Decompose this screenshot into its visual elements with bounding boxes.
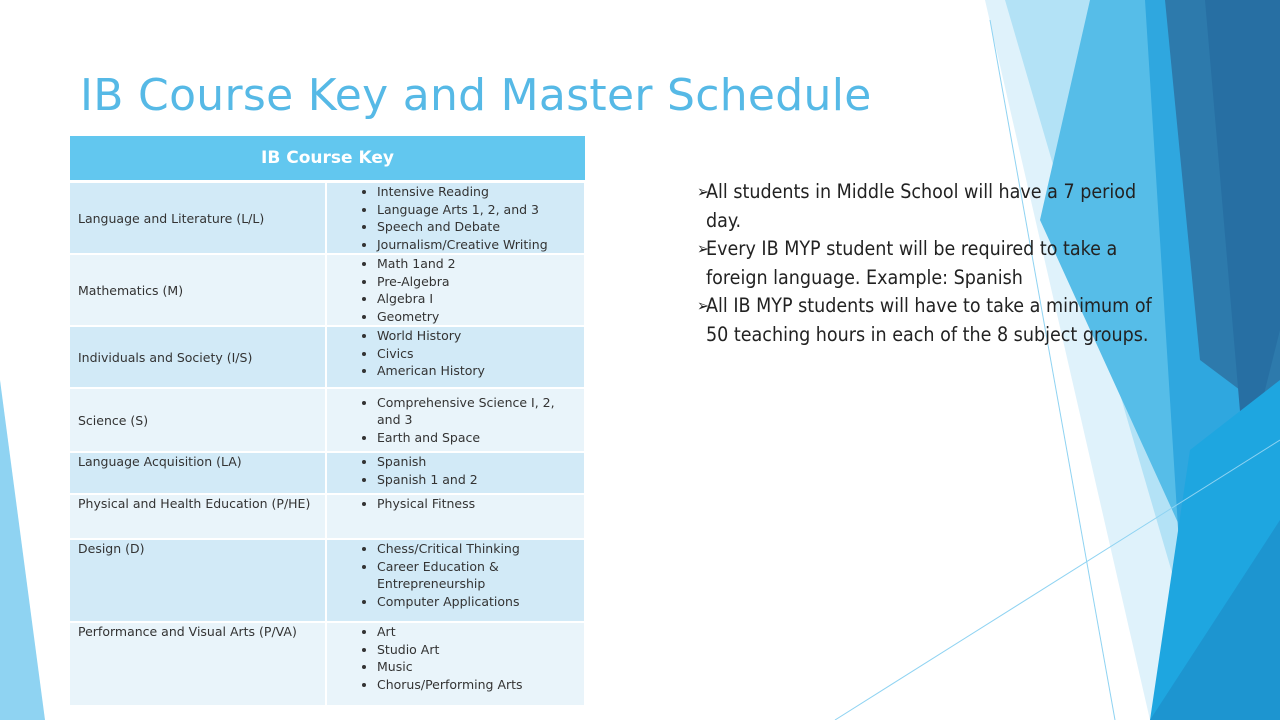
courses-cell xyxy=(326,539,585,622)
table-row xyxy=(70,452,585,494)
courses-cell xyxy=(326,254,585,326)
info-bullets xyxy=(697,178,1166,349)
courses-cell xyxy=(326,388,585,452)
courses-cell xyxy=(326,452,585,494)
table-row xyxy=(70,388,585,452)
subject-cell: Physical and Health Education (P/HE) xyxy=(70,494,326,539)
course-item: • Physical Fitness xyxy=(377,495,578,513)
subject-cell: Language Acquisition (LA) xyxy=(70,452,326,494)
course-item: • Civics xyxy=(377,345,578,363)
table-row xyxy=(70,326,585,388)
course-item: • Math 1and 2 xyxy=(377,255,578,273)
course-item: • Studio Art xyxy=(377,641,578,659)
course-item: • Career Education & Entrepreneurship xyxy=(377,558,578,593)
course-item: • Music xyxy=(377,658,578,676)
bullet-text: All students in Middle School will have a 7 period day. xyxy=(706,180,1137,232)
course-item: • Speech and Debate xyxy=(377,218,578,236)
course-item: • Earth and Space xyxy=(377,429,578,447)
table-row xyxy=(70,622,585,706)
course-item: • Computer Applications xyxy=(377,593,578,611)
subject-cell: Language and Literature (L/L) xyxy=(70,182,326,255)
courses-cell xyxy=(326,326,585,388)
course-item: • Algebra I xyxy=(377,290,578,308)
bullet-item xyxy=(697,178,1166,235)
course-item: • Comprehensive Science I, 2, and 3 xyxy=(377,394,578,429)
course-item: • Geometry xyxy=(377,308,578,326)
table-header-row xyxy=(70,136,585,182)
arrow-bullet-icon: ➢ xyxy=(697,296,710,315)
subject-cell: Science (S) xyxy=(70,388,326,452)
courses-cell xyxy=(326,182,585,255)
table-row xyxy=(70,494,585,539)
table-row xyxy=(70,539,585,622)
course-item: • Spanish xyxy=(377,453,578,471)
bullet-item xyxy=(697,292,1166,349)
bullet-text: All IB MYP students will have to take a minimum of 50 teaching hours in each of the 8 subject groups. xyxy=(706,294,1152,346)
course-item: • World History xyxy=(377,327,578,345)
table-header: IB Course Key xyxy=(70,136,585,182)
courses-cell xyxy=(326,494,585,539)
course-item: • Pre-Algebra xyxy=(377,273,578,291)
subject-cell: Performance and Visual Arts (P/VA) xyxy=(70,622,326,706)
course-item: • Intensive Reading xyxy=(377,183,578,201)
course-item: • Chorus/Performing Arts xyxy=(377,676,578,694)
course-item: • Chess/Critical Thinking xyxy=(377,540,578,558)
course-item: • Art xyxy=(377,623,578,641)
courses-cell xyxy=(326,622,585,706)
course-item: • American History xyxy=(377,362,578,380)
course-key-table xyxy=(70,136,586,707)
table-row xyxy=(70,182,585,255)
page-title: IB Course Key and Master Schedule xyxy=(80,70,872,121)
arrow-bullet-icon: ➢ xyxy=(697,182,710,201)
table-row xyxy=(70,254,585,326)
arrow-bullet-icon: ➢ xyxy=(697,239,710,258)
course-item: • Spanish 1 and 2 xyxy=(377,471,578,489)
course-item: • Language Arts 1, 2, and 3 xyxy=(377,201,578,219)
bullet-text: Every IB MYP student will be required to take a foreign language. Example: Spanish xyxy=(706,237,1118,289)
subject-cell: Design (D) xyxy=(70,539,326,622)
subject-cell: Mathematics (M) xyxy=(70,254,326,326)
subject-cell: Individuals and Society (I/S) xyxy=(70,326,326,388)
course-item: • Journalism/Creative Writing xyxy=(377,236,578,254)
bullet-item xyxy=(697,235,1166,292)
left-accent-shape xyxy=(0,380,45,720)
